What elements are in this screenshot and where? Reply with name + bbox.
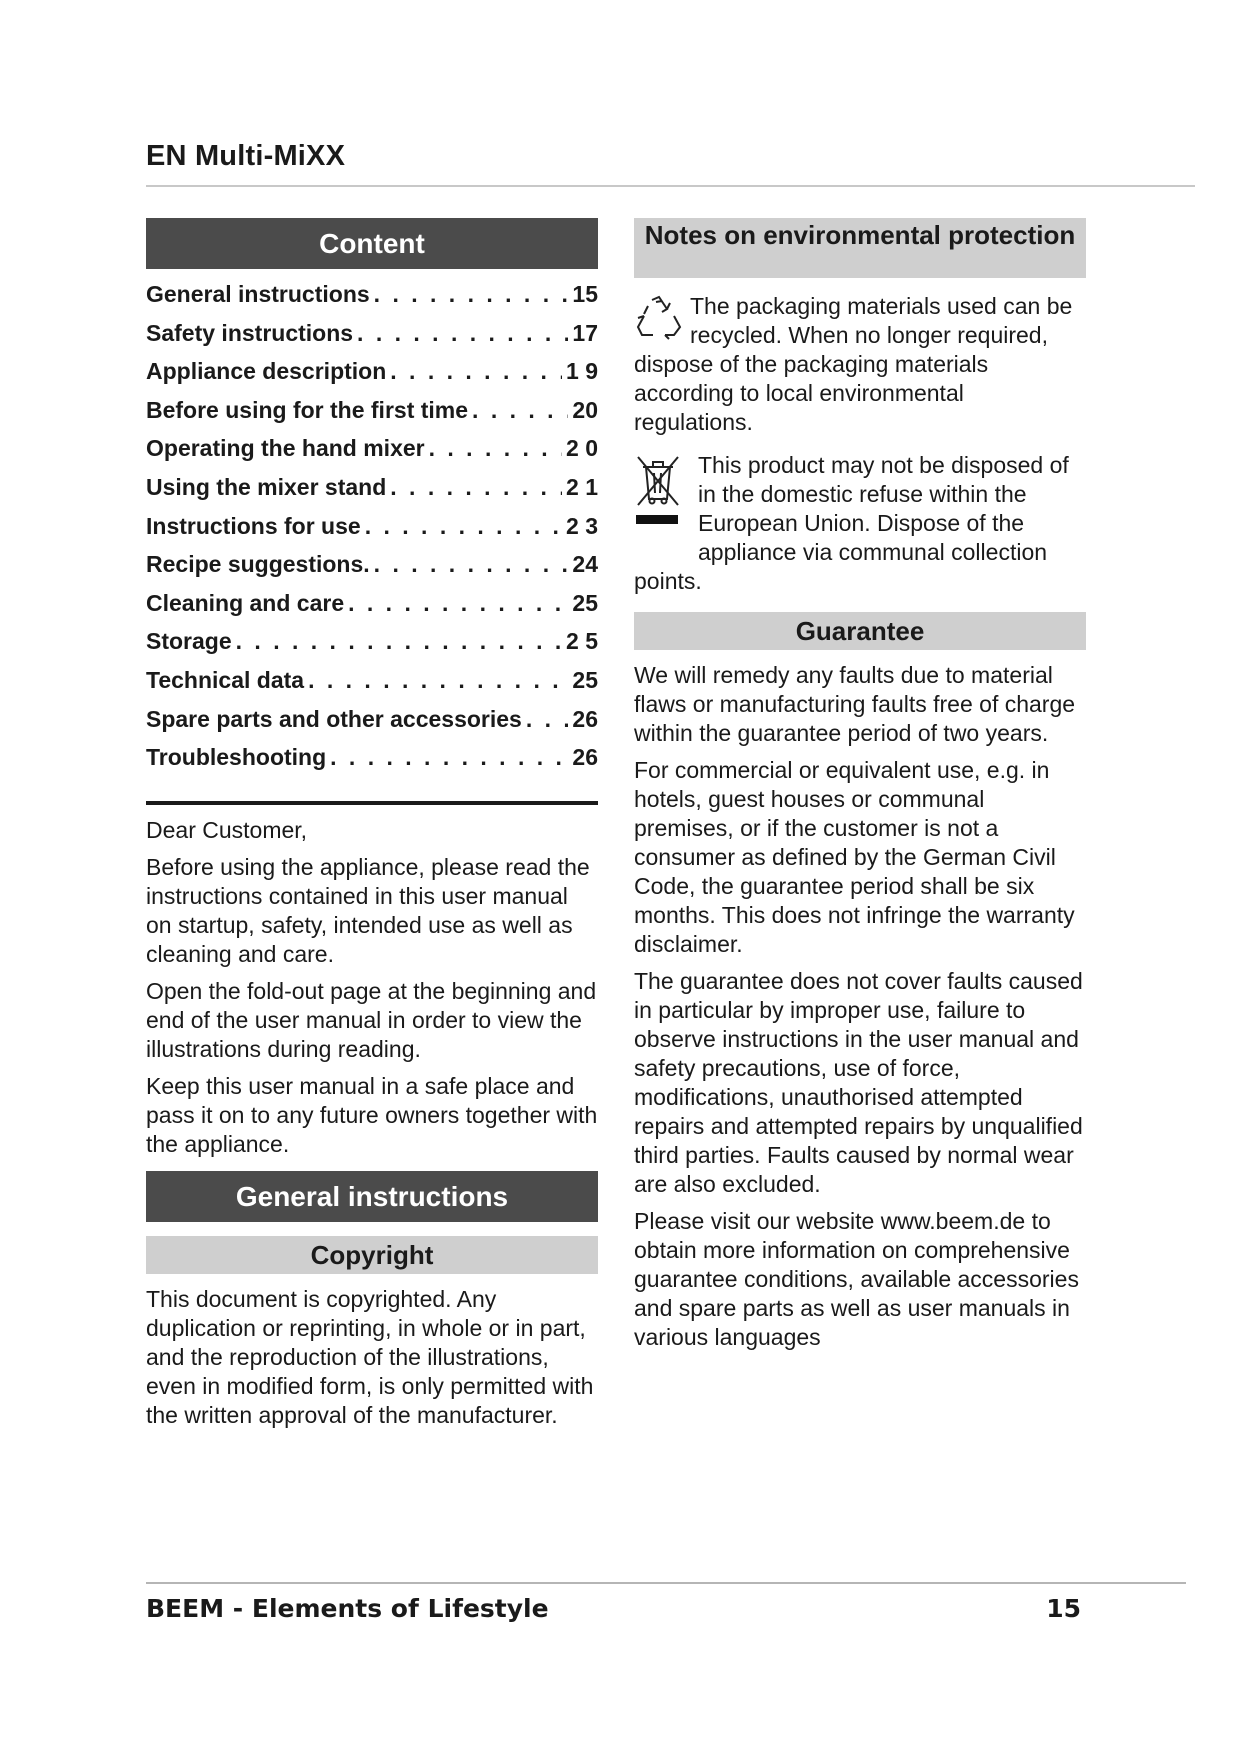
toc-item-page: 24 [572,551,598,578]
toc-item-page: 2 3 [566,512,598,539]
page-title: EN Multi-MiXX [146,140,346,172]
copyright-heading: Copyright [146,1236,598,1274]
guarantee-paragraph: We will remedy any faults due to material flaws or manufacturing faults free of charge within the guarantee period of two years. [634,662,1076,746]
toc-item-page: 20 [572,396,598,423]
toc-leader-dots [374,275,569,314]
toc-item-page: 25 [572,589,598,616]
crossed-bin-icon [634,453,682,544]
toc-leader-dots [308,661,568,700]
header-divider [146,185,1195,187]
toc-item-title: Safety instructions [146,319,354,346]
toc-leader-dots [429,429,562,468]
page-number: 15 [1046,1594,1081,1623]
table-of-contents [146,275,598,777]
toc-item-page: 1 9 [566,358,598,385]
toc-item [146,622,598,661]
toc-leader-dots [348,584,568,623]
toc-item-title: Operating the hand mixer [146,435,425,462]
toc-item [146,584,598,623]
toc-leader-dots [236,622,562,661]
toc-leader-dots [390,352,562,391]
right-column [634,218,1086,1352]
toc-item-title: Cleaning and care [146,589,345,616]
toc-item-title: Spare parts and other accessories [146,705,522,732]
toc-item [146,275,598,314]
environment-heading: Notes on environmental protection [634,218,1086,278]
toc-item-title: Appliance description [146,358,387,385]
copyright-text: This document is copyrighted. Any duplication or reprinting, in whole or in part, and the reproduction of the illustrations, even in modified form, is only permitted with the written approval of the manufacturer. [146,1285,594,1428]
toc-item-page: 2 1 [566,473,598,500]
toc-item-page: 26 [572,705,598,732]
toc-leader-dots [390,468,562,507]
intro-paragraph: Open the fold-out page at the beginning and end of the user manual in order to view the illustrations during reading. [146,977,597,1062]
toc-item-title: Troubleshooting [146,744,327,771]
toc-item [146,661,598,700]
toc-item-title: Using the mixer stand [146,473,387,500]
recycle-icon [634,294,684,347]
toc-item-title: General instructions [146,281,370,307]
toc-heading: Content [146,218,598,269]
toc-item [146,429,598,468]
recycle-note [634,292,1086,437]
toc-item-title: Technical data [146,666,305,693]
toc-item [146,738,598,777]
toc-item [146,700,598,739]
toc-divider [146,801,598,805]
left-column [146,218,598,1430]
guarantee-paragraph: The guarantee does not cover faults caused in particular by improper use, failure to observe instructions in the user manual and safety precautions, use of force, modifications, unauthorised attempted repairs and attempted repairs by unqualified third parties. Faults caused by normal wear are also excluded. [634,968,1083,1197]
toc-item [146,352,598,391]
toc-item-title: Before using for the first time [146,396,469,423]
weee-note [634,451,1086,596]
greeting: Dear Customer, [146,816,308,843]
toc-leader-dots [330,738,568,777]
toc-item-title: Instructions for use [146,512,361,539]
toc-item [146,391,598,430]
toc-item-page: 17 [572,319,598,346]
toc-item-title: Storage [146,628,232,655]
toc-leader-dots [357,314,568,353]
toc-item [146,507,598,546]
toc-item-title: Recipe suggestions. [146,551,370,578]
guarantee-heading: Guarantee [634,612,1086,650]
toc-leader-dots [365,507,562,546]
intro-paragraph: Keep this user manual in a safe place and pass it on to any future owners together with the appliance. [146,1072,598,1157]
toc-item [146,314,598,353]
toc-item [146,468,598,507]
toc-item-page: 15 [572,281,598,307]
toc-leader-dots [472,391,568,430]
toc-item-page: 2 5 [566,628,598,655]
weee-text: This product may not be disposed of in the domestic refuse within the European Union. Dispose of the appliance via communal collection points. [634,452,1069,594]
general-instructions-heading: General instructions [146,1171,598,1222]
footer-brand: BEEM - Elements of Lifestyle [146,1594,549,1623]
guarantee-paragraph: For commercial or equivalent use, e.g. in hotels, guest houses or communal premises, or if the customer is not a consumer as defined by the German Civil Code, the guarantee period shall be six months. This does not infringe the warranty disclaimer. [634,757,1075,957]
toc-item [146,545,598,584]
recycle-text: The packaging materials used can be recycled. When no longer required, dispose of the packaging materials according to local environmental regulations. [634,293,1073,435]
toc-item-page: 26 [572,744,598,771]
intro-paragraph: Before using the appliance, please read the instructions contained in this user manual on startup, safety, intended use as well as cleaning and care. [146,853,590,967]
toc-item-page: 25 [572,666,598,693]
guarantee-paragraph: Please visit our website www.beem.de to obtain more information on comprehensive guarantee conditions, available accessories and spare parts as well as user manuals in various languages [634,1208,1079,1350]
toc-leader-dots [374,545,569,584]
toc-leader-dots [526,700,569,739]
toc-item-page: 2 0 [566,435,598,462]
footer-divider [146,1582,1186,1584]
